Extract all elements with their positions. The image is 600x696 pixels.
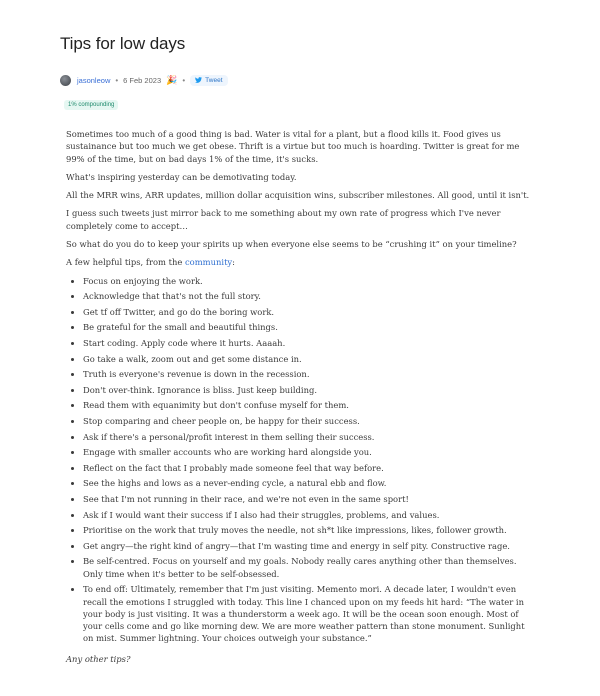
tips-intro [66,256,534,268]
list-item: • See the highs and lows as a never-ending cycle, a natural ebb and flow. [83,477,534,489]
list-item: • To end off: Ultimately, remember that I'm just visiting. Memento mori. A decade later, I wouldn't even recall the emotions I struggled with today. This line I chanced upon on my feeds hit hard: “The water in your body is just visiting. It was a thunderstorm a week ago. It will be the ocean soon enough. Most of your cells come and go like morning dew. We are more weather pattern than stone monument. Sunlight on mist. Summer lightning. Your choices outweigh your substance.” [83,583,534,644]
list-item: • Truth is everyone's revenue is down in the recession. [83,368,534,380]
list-item: • Be grateful for the small and beautiful things. [83,321,534,333]
author-link[interactable]: jasonleow [77,75,111,85]
community-link[interactable]: community [184,257,233,268]
list-item: • Reflect on the fact that I probably made someone feel that way before. [83,462,534,474]
paragraph: So what do you do to keep your spirits up when everyone else seems to be “crushing it” on your timeline? [66,239,517,250]
paragraph: I guess such tweets just mirror back to me something about my own rate of progress which I've never completely come to accept… [66,208,501,231]
list-item: • Read them with equanimity but don't confuse myself for them. [83,399,534,411]
tips-intro-colon: : [232,257,235,268]
list-item: • Ask if there's a personal/profit interest in them selling their success. [83,431,534,443]
paragraph: Sometimes too much of a good thing is bad. Water is vital for a plant, but a flood kills it. Food gives us sustainance but too much we get obese. Thrift is a virtue but too much is hoarding. Twitter is great for me 99% of the time, but on bad days 1% of the time, it's sucks. [66,129,520,164]
paragraph: All the MRR wins, ARR updates, million dollar acquisition wins, subscriber milestones. All good, until it isn't. [66,190,530,201]
tips-intro-text: A few helpful tips, from the [66,257,185,268]
list-item: • Get tf off Twitter, and go do the boring work. [83,306,534,318]
party-emoji-icon: 🎉 [166,74,178,85]
paragraph: What's inspiring yesterday can be demotivating today. [66,171,297,182]
list-item: • Be self-centred. Focus on yourself and my goals. Nobody really cares anything other than themselves. Only time when it's better to be self-obsessed. [83,555,534,580]
list-item: • Prioritise on the work that truly moves the needle, not sh*t like impressions, likes, follower growth. [83,524,534,536]
list-item: • Start coding. Apply code where it hurts. Aaaah. [83,337,534,349]
list-item: • Ask if I would want their success if I also had their struggles, problems, and values. [83,509,534,521]
closing-question: Any other tips? [66,653,131,664]
post-date: 6 Feb 2023 [123,75,162,85]
list-item: • Stop comparing and cheer people on, be happy for their success. [83,415,534,427]
list-item: • Go take a walk, zoom out and get some distance in. [83,353,534,365]
list-item: • Don't over-think. Ignorance is bliss. Just keep building. [83,384,534,396]
meta-separator: • [115,75,119,85]
list-item: • See that I'm not running in their race, and we're not even in the same sport! [83,493,534,505]
author-avatar[interactable] [60,75,71,86]
tweet-button[interactable] [190,75,227,86]
tweet-button-label: Tweet [205,76,223,84]
list-item: • Engage with smaller accounts who are working hard alongside you. [83,446,534,458]
post-body [66,128,534,671]
tag-badge[interactable]: 1% compounding [64,100,118,110]
list-item: • Acknowledge that that's not the full story. [83,290,534,302]
post-meta [60,72,228,88]
post-title: Tips for low days [60,34,186,53]
meta-separator: • [182,75,186,85]
list-item: • Focus on enjoying the work. [83,275,534,287]
list-item: • Get angry—the right kind of angry—that I'm wasting time and energy in self pity. Constructive rage. [83,540,534,552]
tips-list [66,275,534,645]
twitter-bird-icon [195,77,202,83]
